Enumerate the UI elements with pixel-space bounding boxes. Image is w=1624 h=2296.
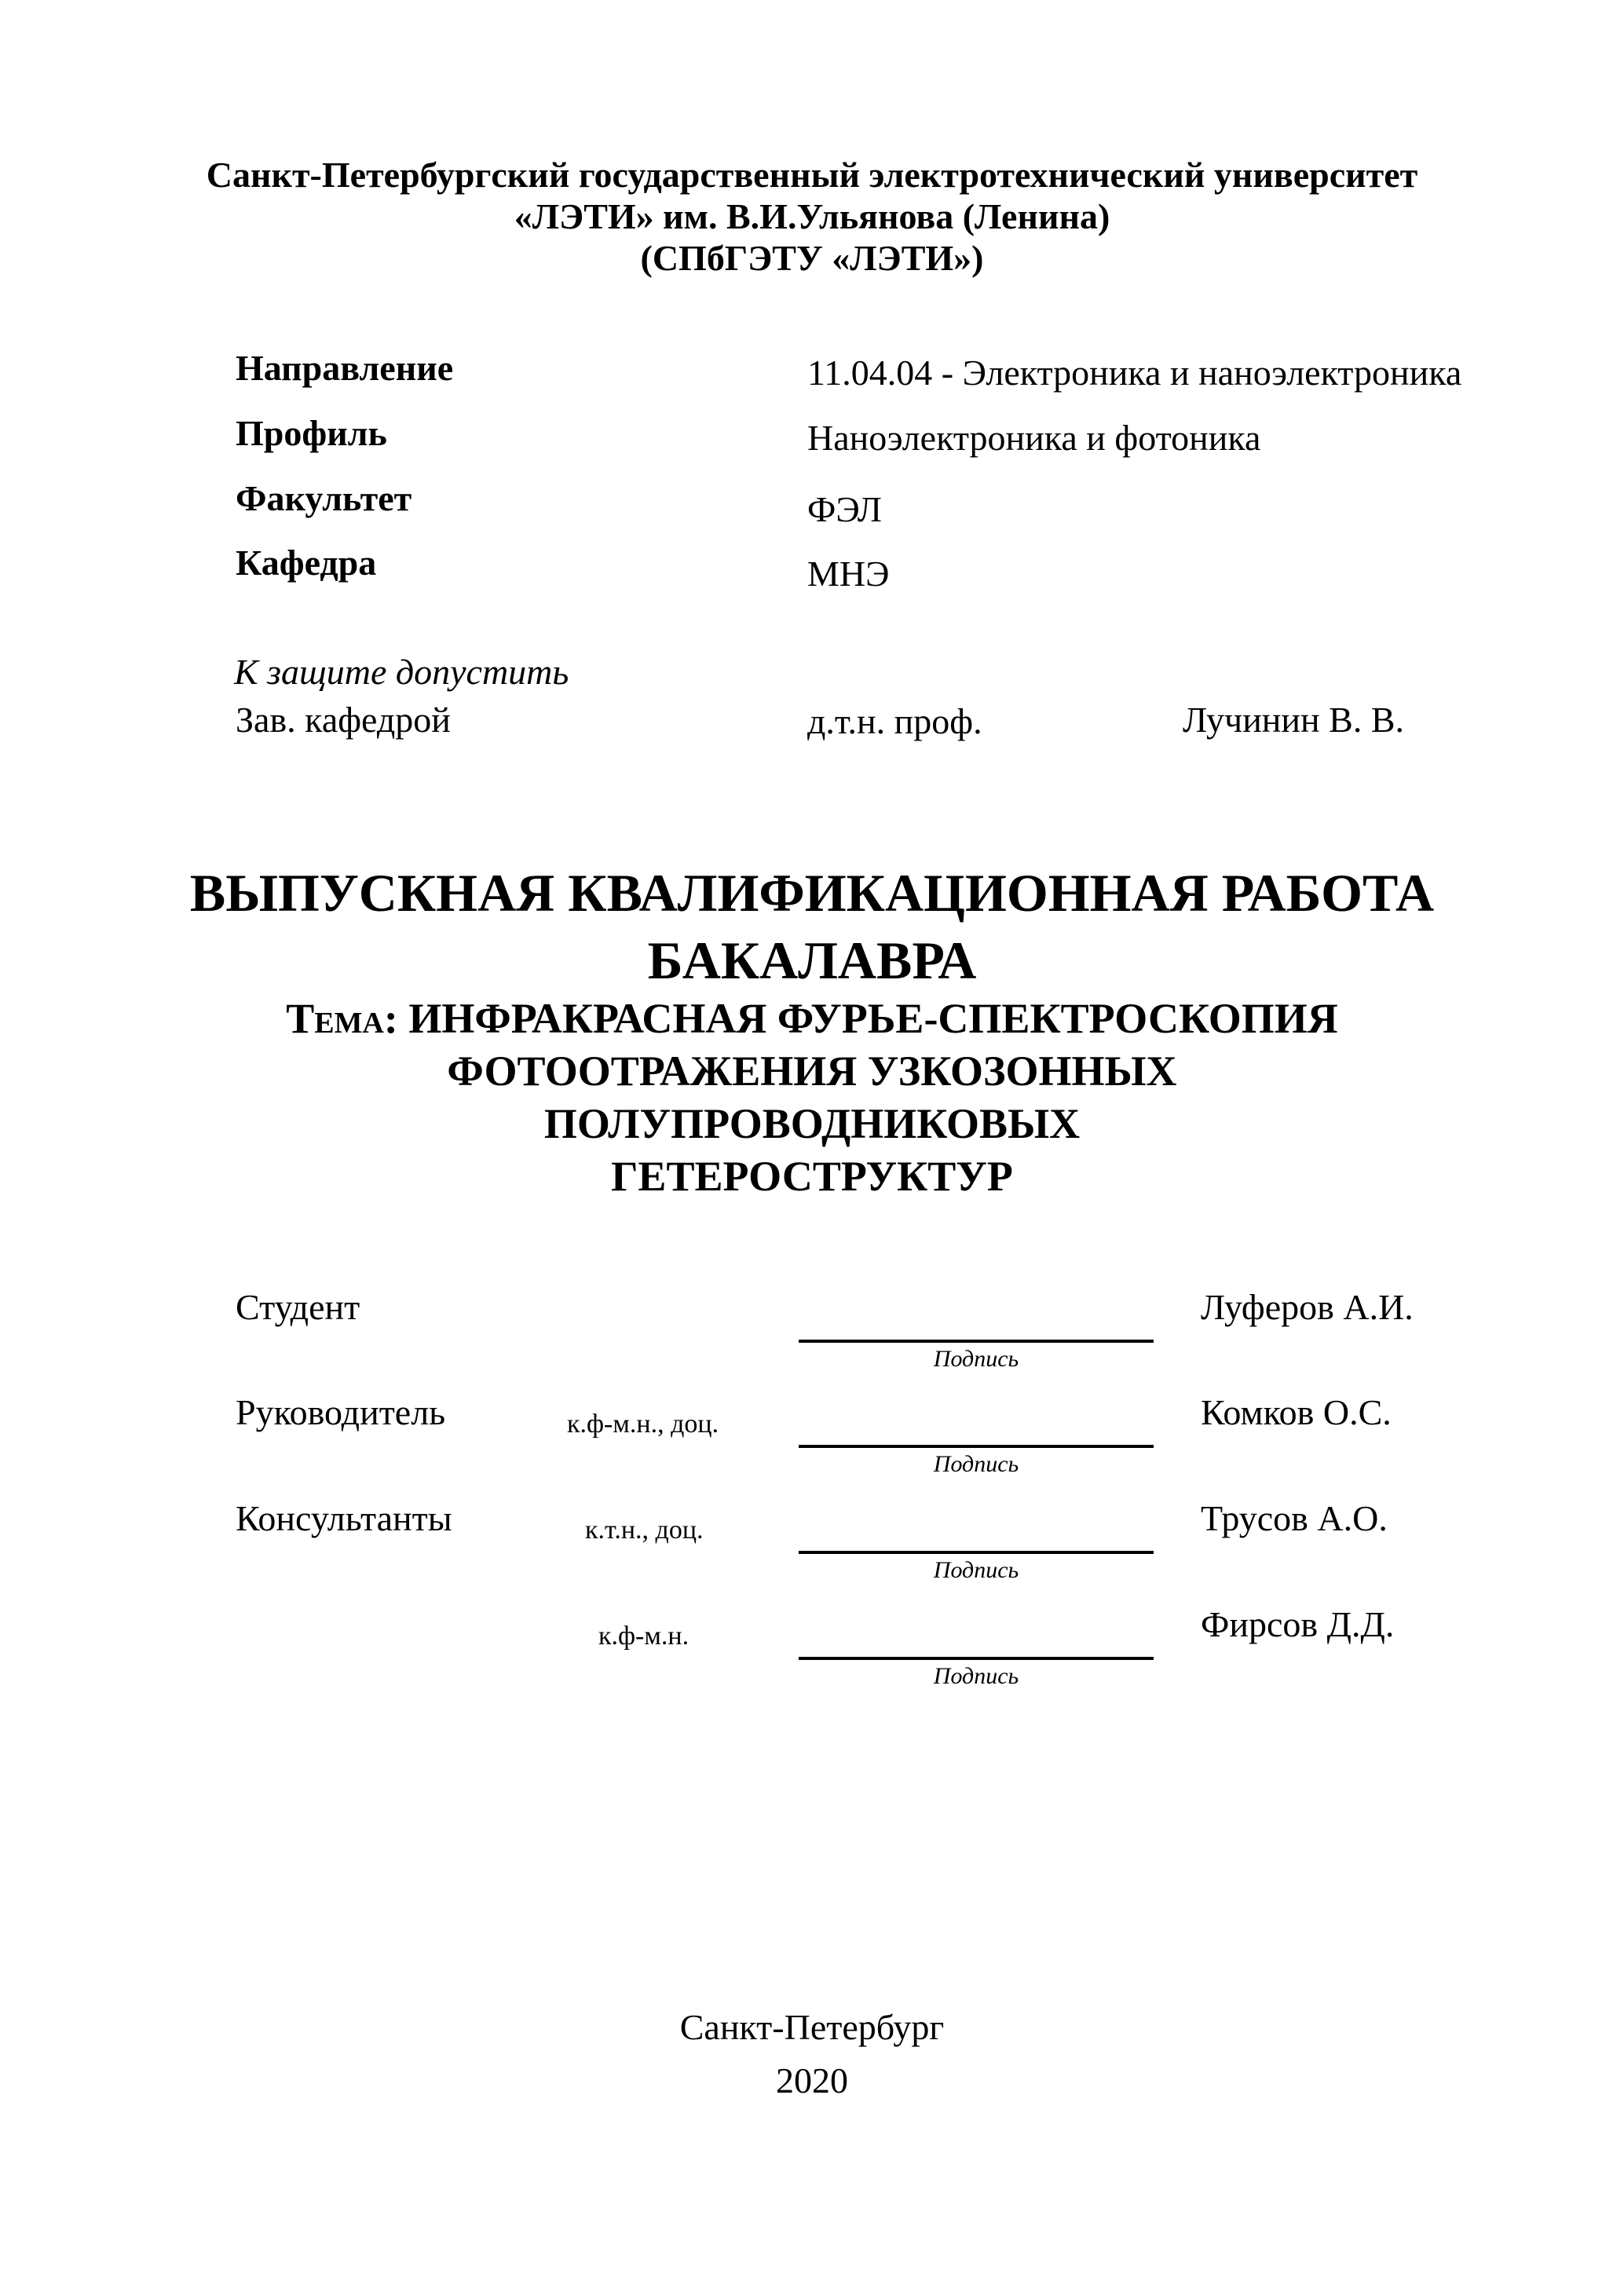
theme-text-line1: ИНФРАКРАСНАЯ ФУРЬЕ-СПЕКТРОСКОПИЯ (408, 995, 1338, 1042)
signature-name: Фирсов Д.Д. (1201, 1604, 1395, 1644)
signature-row-consultant2 (236, 1604, 1508, 1709)
signature-caption: Подпись (933, 1451, 1019, 1477)
signature-line (799, 1551, 1154, 1554)
signature-role: Консультанты (236, 1498, 452, 1538)
signature-degree: к.ф-м.н. (598, 1621, 689, 1651)
field-value-direction: 11.04.04 - Электроника и наноэлектроника (807, 353, 1462, 393)
signature-caption: Подпись (933, 1663, 1019, 1689)
footer-year: 2020 (776, 2060, 848, 2100)
field-label-department: Кафедра (236, 543, 377, 583)
admission-permit-line: К защите допустить (234, 652, 569, 692)
field-value-profile: Наноэлектроника и фотоника (807, 418, 1261, 458)
thesis-theme (176, 993, 1448, 1203)
university-name-line2: «ЛЭТИ» им. В.И.Ульянова (Ленина) (514, 196, 1110, 236)
signature-role: Студент (236, 1287, 360, 1327)
thesis-title-line1: ВЫПУСКНАЯ КВАЛИФИКАЦИОННАЯ РАБОТА (189, 863, 1435, 923)
signature-name: Комков О.С. (1201, 1392, 1392, 1432)
signature-row-student (236, 1289, 1508, 1391)
signature-caption: Подпись (933, 1346, 1019, 1372)
field-row-direction (236, 348, 1508, 393)
thesis-title-line2: БАКАЛАВРА (647, 930, 977, 990)
thesis-theme-line3: ГЕТЕРОСТРУКТУР (611, 1153, 1013, 1200)
signature-row-supervisor (236, 1392, 1508, 1497)
thesis-theme-line2: ФОТООТРАЖЕНИЯ УЗКОЗОННЫХ ПОЛУПРОВОДНИКОВЫХ (447, 1047, 1177, 1147)
signature-degree: к.ф-м.н., доц. (567, 1409, 719, 1439)
signature-name: Луферов А.И. (1201, 1287, 1414, 1327)
thesis-title (176, 859, 1448, 994)
field-value-faculty: ФЭЛ (807, 489, 883, 529)
field-row-profile (236, 413, 1508, 458)
signature-line (799, 1657, 1154, 1660)
signature-line (799, 1445, 1154, 1448)
field-row-department (236, 543, 1508, 594)
admission-degree: д.т.н. проф. (807, 701, 982, 741)
footer-city: Санкт-Петербург (679, 2007, 945, 2047)
field-label-profile: Профиль (236, 413, 387, 453)
signature-line (799, 1340, 1154, 1343)
page-footer (176, 2001, 1448, 2108)
university-name-line1: Санкт-Петербургский государственный электротехнический университет (206, 155, 1418, 195)
signature-name: Трусов А.О. (1201, 1498, 1388, 1538)
field-label-direction: Направление (236, 348, 454, 388)
signature-row-consultant1 (236, 1498, 1508, 1603)
university-header (176, 154, 1448, 279)
admission-role: Зав. кафедрой (236, 700, 451, 740)
thesis-theme-line1 (176, 993, 1448, 1045)
admission-row (236, 702, 1508, 741)
field-value-department: МНЭ (807, 554, 890, 594)
theme-label: Тема: (286, 995, 398, 1042)
field-label-faculty: Факультет (236, 478, 412, 518)
field-row-faculty (236, 478, 1508, 529)
signature-role: Руководитель (236, 1392, 446, 1432)
signature-caption: Подпись (933, 1557, 1019, 1583)
university-name-line3: (СПбГЭТУ «ЛЭТИ») (640, 238, 984, 278)
signature-degree: к.т.н., доц. (585, 1515, 704, 1545)
admission-name: Лучинин В. В. (1183, 700, 1405, 740)
